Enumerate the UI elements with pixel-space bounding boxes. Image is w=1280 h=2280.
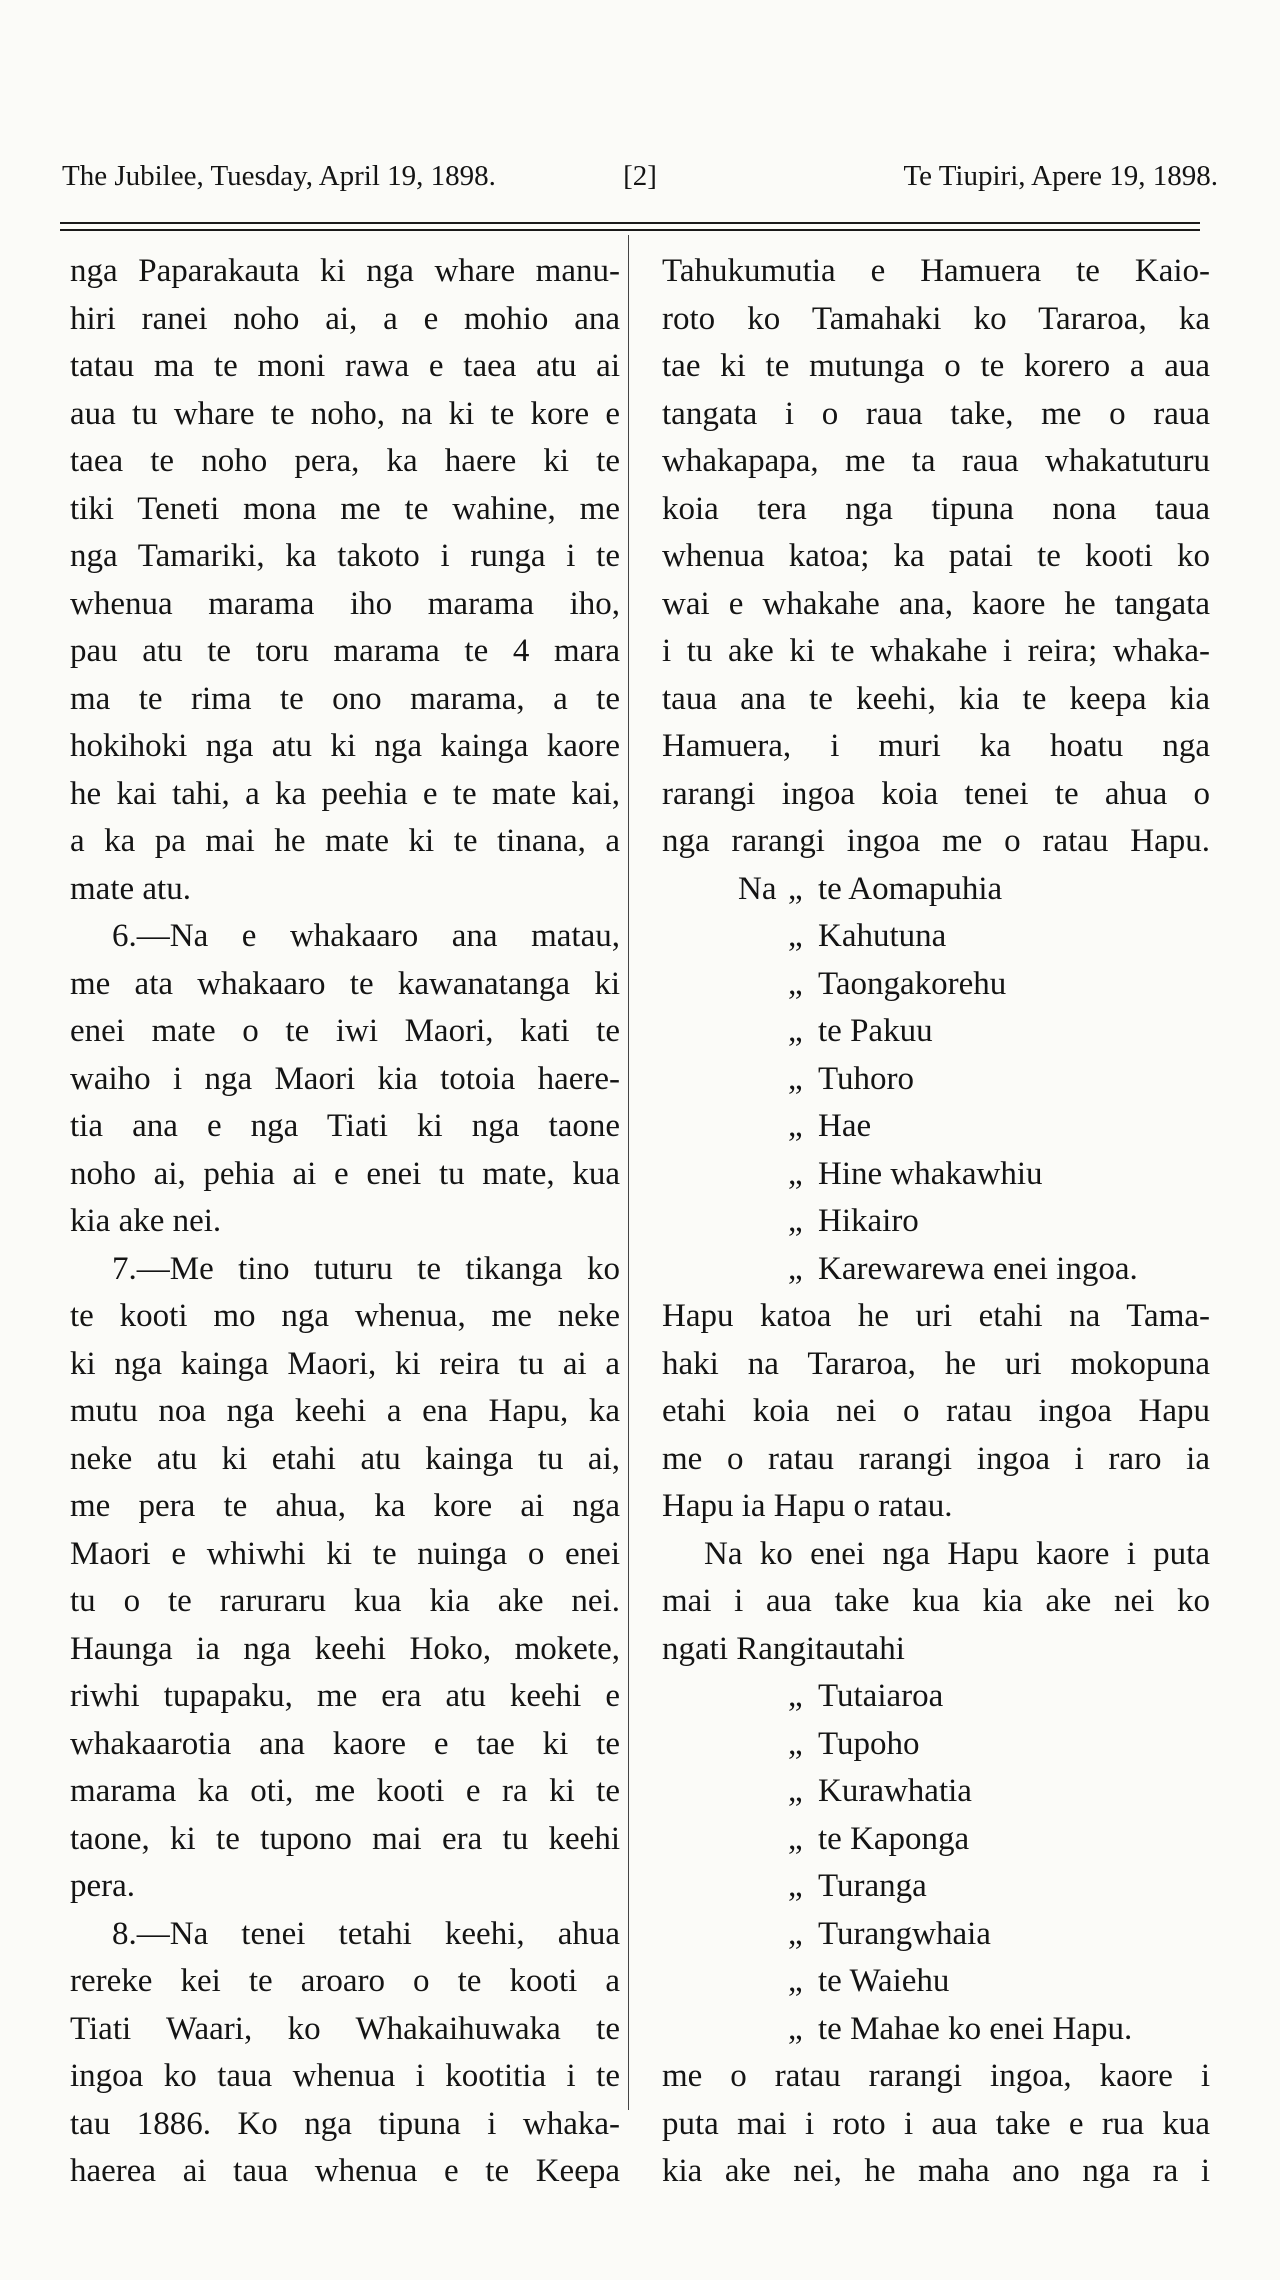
hapu-name: Taongakorehu [818,965,1007,1002]
hapu-name: Hikairo [818,1203,919,1239]
hapu-name: Tupoho [818,1725,920,1762]
column-divider [628,235,629,2110]
text-line: koia tera nga tipuna nona taua [662,490,1210,527]
text-line: mutu noa nga keehi a ena Hapu, ka [70,1393,620,1429]
ditto-mark: „ [788,1678,803,1714]
text-line: mate atu. [70,870,191,907]
ditto-mark: „ [788,1250,803,1287]
ditto-mark: „ [788,2010,803,2047]
text-line: kia ake nei, he maha ano nga ra i [662,2153,1210,2189]
text-line: haerea ai taua whenua e te Keepa [70,2153,620,2189]
list-item [662,1103,1210,1151]
text-line: whenua marama iho marama iho, [70,585,620,622]
section-7-start: 7.—Me tino tuturu te tikanga ko [112,1250,620,1287]
list-prefix: Na [738,870,777,907]
ditto-mark: „ [788,1013,803,1049]
ditto-mark: „ [788,1773,803,1809]
hapu-name: Hine whakawhiu [818,1155,1043,1192]
ditto-mark: „ [788,870,803,907]
list-item [662,1673,1210,1721]
text-line: Tiati Waari, ko Whakaihuwaka te [70,2010,620,2047]
ditto-mark: „ [788,1725,803,1762]
text-line: nga Tamariki, ka takoto i runga i te [70,538,620,574]
text-line: tae ki te mutunga o te korero a aua [662,348,1210,384]
text-line: me o ratau rarangi ingoa i raro ia [662,1440,1210,1477]
text-line: neke atu ki etahi atu kainga tu ai, [70,1440,620,1477]
hapu-name: Tuhoro [818,1060,914,1097]
text-line: whenua katoa; ka patai te kooti ko [662,538,1210,574]
list-item [662,1958,1210,2006]
text-line: wai e whakahe ana, kaore he tangata [662,585,1210,622]
list-item [662,913,1210,961]
text-line: ma te rima te ono marama, a te [70,680,620,717]
text-line: roto ko Tamahaki ko Tararoa, ka [662,300,1210,337]
text-line: taone, ki te tupono mai era tu keehi [70,1820,620,1857]
text-line: pera. [70,1868,136,1904]
hapu-name: te Aomapuhia [818,870,1003,907]
ditto-mark: „ [788,1915,803,1952]
ditto-mark: „ [788,1868,803,1904]
hapu-name: Hae [818,1108,872,1144]
list-item [662,1008,1210,1056]
text-line: Hapu ia Hapu o ratau. [662,1488,953,1524]
text-line: me ata whakaaro te kawanatanga ki [70,965,620,1002]
list-item [662,1768,1210,1816]
text-line: Hamuera, i muri ka hoatu nga [662,728,1210,764]
hapu-name: Karewarewa enei ingoa. [818,1250,1138,1287]
list-item [662,1816,1210,1864]
text-line: i tu ake ki te whakahe i reira; whaka- [662,633,1210,669]
text-line: rereke kei te aroaro o te kooti a [70,1963,620,1999]
text-line: pau atu te toru marama te 4 mara [70,633,620,669]
text-line: tia ana e nga Tiati ki nga taone [70,1108,620,1144]
list-item [662,1721,1210,1769]
ditto-mark: „ [788,918,803,954]
text-line: Maori e whiwhi ki te nuinga o enei [70,1535,620,1572]
text-line: marama ka oti, me kooti e ra ki te [70,1773,620,1809]
list-item [662,1056,1210,1104]
paragraph-start: Na ko enei nga Hapu kaore i puta [704,1535,1210,1572]
hapu-name: Tutaiaroa [818,1678,944,1714]
text-line: hokihoki nga atu ki nga kainga kaore [70,728,620,764]
text-line: Tahukumutia e Hamuera te Kaio- [662,253,1210,289]
ditto-mark: „ [788,965,803,1002]
text-line: nga Paparakauta ki nga whare manu- [70,253,620,289]
header-rule-bottom [60,229,1200,231]
text-line: aua tu whare te noho, na ki te kore e [70,395,620,432]
text-line: taea te noho pera, ka haere ki te [70,443,620,479]
text-line: ki nga kainga Maori, ki reira tu ai a [70,1345,620,1382]
text-line: ingoa ko taua whenua i kootitia i te [70,2058,620,2094]
text-line: tatau ma te moni rawa e taea atu ai [70,348,620,384]
list-item [662,1911,1210,1959]
left-column [70,248,620,2196]
hapu-name: Turangwhaia [818,1915,991,1952]
ditto-mark: „ [788,1963,803,1999]
page-number: [2] [623,160,657,192]
text-line: waiho i nga Maori kia totoia haere- [70,1060,620,1097]
text-line: nga rarangi ingoa me o ratau Hapu. [662,823,1210,859]
text-line: rarangi ingoa koia tenei te ahua o [662,775,1210,812]
text-line: me pera te ahua, ka kore ai nga [70,1488,620,1524]
hapu-name: Kurawhatia [818,1773,972,1809]
text-line: enei mate o te iwi Maori, kati te [70,1013,620,1049]
ditto-mark: „ [788,1203,803,1239]
text-line: a ka pa mai he mate ki te tinana, a [70,823,620,859]
text-line: ngati Rangitautahi [662,1630,905,1667]
list-item [662,866,1210,914]
text-line: te kooti mo nga whenua, me neke [70,1298,620,1334]
text-line: tangata i o raua take, me o raua [662,395,1210,432]
text-line: tu o te raruraru kua kia ake nei. [70,1583,620,1619]
ditto-mark: „ [788,1060,803,1097]
list-item [662,1151,1210,1199]
ditto-mark: „ [788,1108,803,1144]
text-line: taua ana te keehi, kia te keepa kia [662,680,1210,717]
text-line: noho ai, pehia ai e enei tu mate, kua [70,1155,620,1192]
text-line: riwhi tupapaku, me era atu keehi e [70,1678,620,1714]
text-line: etahi koia nei o ratau ingoa Hapu [662,1393,1210,1429]
ditto-mark: „ [788,1155,803,1192]
hapu-name: te Waiehu [818,1963,950,1999]
text-line: puta mai i roto i aua take e rua kua [662,2105,1210,2142]
text-line: Hapu katoa he uri etahi na Tama- [662,1298,1210,1334]
list-item [662,1198,1210,1246]
list-item [662,2006,1210,2054]
list-item [662,1863,1210,1911]
list-item [662,1246,1210,1294]
list-item [662,961,1210,1009]
running-head [62,160,1218,200]
hapu-name: te Mahae ko enei Hapu. [818,2010,1133,2047]
text-line: Haunga ia nga keehi Hoko, mokete, [70,1630,620,1667]
text-line: mai i aua take kua kia ake nei ko [662,1583,1210,1619]
hapu-name: Turanga [818,1868,927,1904]
text-line: he kai tahi, a ka peehia e te mate kai, [70,775,620,812]
header-left: The Jubilee, Tuesday, April 19, 1898. [62,160,496,192]
text-line: kia ake nei. [70,1203,222,1239]
ditto-mark: „ [788,1820,803,1857]
hapu-name: Kahutuna [818,918,947,954]
section-6-start: 6.—Na e whakaaro ana matau, [112,918,620,954]
text-line: me o ratau rarangi ingoa, kaore i [662,2058,1210,2094]
right-column [662,248,1210,2196]
hapu-name: te Pakuu [818,1013,933,1049]
text-line: whakapapa, me ta raua whakatuturu [662,443,1210,479]
text-line: haki na Tararoa, he uri mokopuna [662,1345,1210,1382]
text-line: hiri ranei noho ai, a e mohio ana [70,300,620,337]
text-line: tiki Teneti mona me te wahine, me [70,490,620,527]
section-8-start: 8.—Na tenei tetahi keehi, ahua [112,1915,620,1952]
hapu-name: te Kaponga [818,1820,970,1857]
text-line: tau 1886. Ko nga tipuna i whaka- [70,2105,620,2142]
header-right: Te Tiupiri, Apere 19, 1898. [903,160,1218,192]
text-line: whakaarotia ana kaore e tae ki te [70,1725,620,1762]
header-rule-top [60,222,1200,224]
